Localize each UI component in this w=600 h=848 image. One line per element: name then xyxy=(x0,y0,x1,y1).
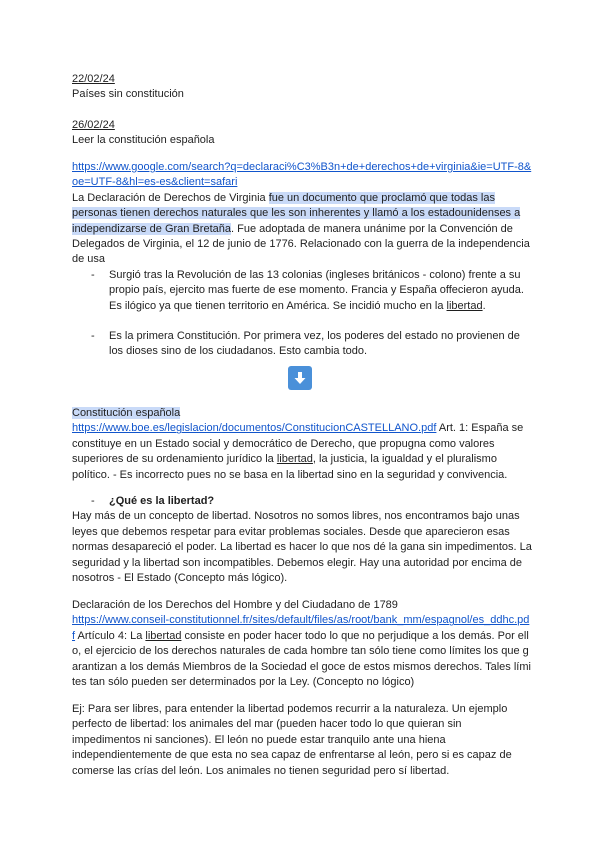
note-22-02 xyxy=(72,72,532,103)
google-search-link[interactable]: https://www.google.com/search?q=declaraci%C3%B3n+de+derechos+de+virginia&ie=UTF-8&oe=UTF-8&hl=es-es&client=safari xyxy=(72,161,532,189)
libertad-word: libertad xyxy=(276,453,313,466)
constitucion-section: Constitución española https://www.boe.es/legislacion/documentos/ConstitucionCASTELLANO.pdf Art. 1: España se constituye en un Estado social y democrático de Derecho, que propugna como valores superiores de su ordenamiento jurídico la libertad, la justicia, la igualdad y el pluralismo político. - Es incorrecto pues no se basa en la libertad sino en la seguridad y convivencia. xyxy=(72,407,524,481)
section-heading: Constitución española xyxy=(72,407,181,419)
declaracion-title: Declaración de los Derechos del Hombre y del Ciudadano de 1789 xyxy=(72,599,398,611)
boe-link[interactable]: https://www.boe.es/legislacion/documentos/ConstitucionCASTELLANO.pdf xyxy=(72,422,437,435)
bullet-text: Surgió tras la Revolución de las 13 colonias (ingleses británicos - colono) frente a su propio país, ejercito mas fuerte de ese momento. Francia y España offecieron ayuda. Es ilógico ya que tienen territorio en América. Se incidió mucho en la xyxy=(109,268,524,312)
bullet-item: - Es la primera Constitución. Por primera vez, los poderes del estado no provienen de los dioses sino de los ciudadanos. Esto cambia todo. xyxy=(91,330,520,358)
virginia-intro: La Declaración de Derechos de Virginia xyxy=(72,191,269,204)
question-heading: ¿Qué es la libertad? xyxy=(109,495,215,507)
declaracion-section: Declaración de los Derechos del Hombre y del Ciudadano de 1789 https://www.conseil-constitutionnel.fr/sites/default/files/as/root/bank_mm/espagnol/es_ddhc.pdf Artículo 4: La libertad consiste en poder hacer todo lo que no perjudique a los demás. Por ello, el ejercicio de los derechos naturales de cada hombre tan sólo tiene como límites los que garantizan a los demás Miembros de la Sociedad el goce de estos mismos derechos. Tales límites tan sólo pueden ser determinados por la Ley. (Concepto no lógico) xyxy=(72,599,531,689)
ejemplo-text: Ej: Para ser libres, para entender la libertad podemos recurrir a la naturaleza. Un ejemplo perfecto de libertad: los animales del mar (pueden hacer todo lo que quieran sin impedimentos ni sanciones). El león no puede estar tranquilo ante una hiena independientemente de que esta no sea capaz de enfrentarse al león, pero si es capaz de comerse las crías del león. Los animales no tienen seguridad pero sí libertad. xyxy=(72,703,512,777)
note-date: 26/02/24 xyxy=(72,119,115,131)
virginia-rest: . Fue adoptada de manera unánime por la Convención de Delegados de Virginia, el 12 de junio de 1776. Relacionado con la guerra de la independencia de usa xyxy=(72,222,530,266)
bullet-text: Es la primera Constitución. Por primera vez, los poderes del estado no provienen de los dioses sino de los ciudadanos. Esto cambia todo. xyxy=(109,330,520,358)
note-26-02 xyxy=(72,118,532,149)
note-text: Países sin constitución xyxy=(72,88,184,101)
bullet-item: - Surgió tras la Revolución de las 13 colonias (ingleses británicos - colono) frente a su propio país, ejercito mas fuerte de ese momento. Francia y España offecieron ayuda. Es ilógico ya que tienen territorio en América. Se incidió mucho en la libertad. xyxy=(91,268,524,312)
libertad-word: libertad xyxy=(446,299,483,312)
libertad-section xyxy=(72,494,532,586)
libertad-text: Hay más de un concepto de libertad. Nosotros no somos libres, nos encontramos bajo unas leyes que debemos respetar para evitar problemas sociales. Desde que aparecieron esas normas desapareció el poder. La libertad es hacer lo que nos dé la gana sin impedimentos. La seguridad y la libertad son incompatibles. Debemos elegir. Hay una autoridad por encima de nosotros - El Estado (Concepto más lógico). xyxy=(72,510,532,585)
virginia-section xyxy=(72,160,532,360)
conseil-link[interactable]: https://www.conseil-constitutionnel.fr/sites/default/files/as/root/bank_mm/espagnol/es_ddhc.pdf xyxy=(72,614,530,642)
libertad-word: libertad xyxy=(145,629,182,642)
bullet-item: - ¿Qué es la libertad? xyxy=(91,495,215,507)
note-date: 22/02/24 xyxy=(72,73,115,85)
ejemplo-section xyxy=(72,702,532,779)
note-text: Leer la constitución española xyxy=(72,134,215,147)
virginia-highlight: fue un documento que proclamó que todas las personas tienen derechos naturales que les son inherentes y llamó a los estadounidenses a independizarse de Gran Bretaña xyxy=(72,191,521,235)
down-arrow-icon xyxy=(288,366,312,390)
